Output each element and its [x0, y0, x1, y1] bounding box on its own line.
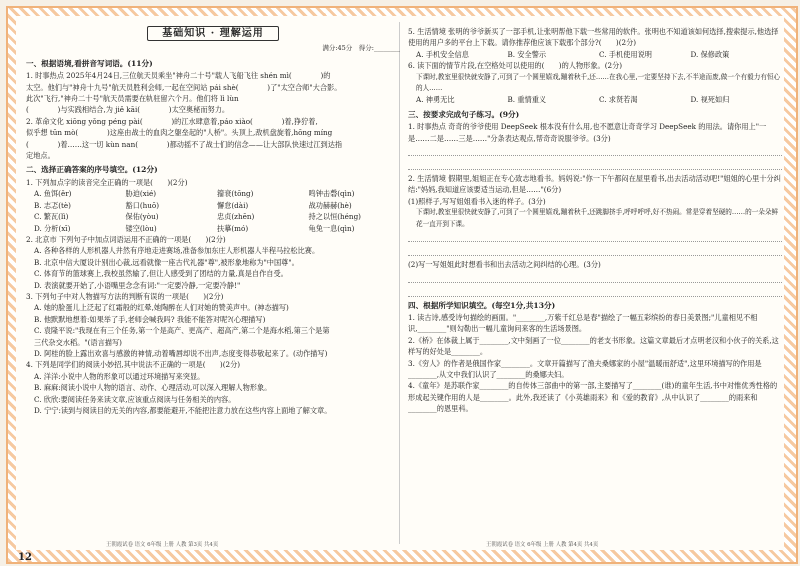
q2-line3: ( )着……这一切 kùn nan( )都动摇不了战士们的信念——让大部队快速过江到达指 — [26, 139, 343, 149]
fill-q4: 4.《童年》是苏联作家________的自传体三部曲中的第一部,主要描写了________(谁)的童年生活,书中对惟优秀性格的形成起关键作用的人是________。此外,我还读了《小英雄雨来》和《爱的教育》,从中认识了________的雨来和________的恩里科。 — [408, 381, 778, 414]
section-4-heading: 四、根据所学知识填空。(每空1分,共13分) — [408, 300, 556, 310]
mc2-opt-b[interactable]: B. 北京中信大厦设计别出心裁,远看就像一座古代礼器"尊",被形象地称为"中国尊"。 — [34, 257, 299, 267]
score-line: 满分:45分 得分:________ — [322, 44, 400, 53]
mc3-stem: 3. 下列句子中对人物描写方法的判断有误的一项是( )(2分) — [26, 291, 224, 301]
left-column — [26, 26, 400, 416]
section-3-heading: 三、按要求完成句子练习。(9分) — [408, 109, 520, 119]
mc6-options[interactable]: A. 神勇无比 B. 重情重义 C. 求贤若渴 D. 视死如归 — [416, 95, 730, 105]
mc2-opt-d[interactable]: D. 表演就要开始了,小语嘴里念念有词:"一定要冷静,一定要冷静!" — [34, 280, 241, 290]
mc4-opt-c[interactable]: C. 欣欣:要阅读任务来读文章,应该重点阅读与任务相关的内容。 — [34, 394, 236, 404]
mc3-opt-d[interactable]: D. 阿桂的脸上露出欢喜与感激的神情,动着嘴唇却说不出声,态度变得恭敬起来了。(动作描写) — [34, 348, 328, 358]
footer-left: 王朝霞试卷 语文 6年级 上册 人教 第3页 共4页 — [106, 542, 219, 548]
sentence-q1: 1. 时事热点 奇奇的爷爷使用 DeepSeek 根本没有什么用,也不愿意让奇奇学习 DeepSeek 的用法。请你用上"一是……二是……三是……"分条表达观点,帮奇奇说服爷爷。(3分) — [408, 122, 767, 143]
answer-line[interactable] — [408, 272, 782, 283]
answer-line[interactable] — [408, 145, 782, 156]
mc4-opt-d[interactable]: D. 宁宁:读到与阅读目的无关的内容,都要能避开,不能把注意力放在这些内容上面地了解文章。 — [34, 406, 332, 415]
mc2-stem: 2. 北京市 下列句子中加点词语运用不正确的一项是( )(2分) — [26, 234, 226, 244]
mc1-stem: 1. 下列加点字的读音完全正确的一项是( )(2分) — [26, 177, 188, 187]
q1-line4: ( )与实践相结合,为 jiě kāi( )太空奥秘而努力。 — [26, 105, 230, 115]
section-1-heading: 一、根据语境,看拼音写词语。(11分) — [26, 58, 153, 68]
mc3-opt-c[interactable]: C. 袁隆平说:"我现在有三个任务,第一个是高产、更高产、超高产,第二个是海水稻,第三个是第 — [34, 326, 330, 336]
footer-right: 王朝霞试卷 语文 6年级 上册 人教 第4页 共4页 — [486, 542, 599, 548]
fill-q3: 3.《穷人》的作者是俄国作家________。文章开篇描写了渔夫桑娜家的小屋"温暖而舒适",这里环境描写的作用是________,从文中我们认识了________的桑娜夫妇。 — [408, 358, 762, 379]
mc6-stem: 6. 读下面的情节片段,在空格处可以使用的( )的人物形象。(2分) — [408, 61, 623, 71]
q2-line4: 定地点。 — [26, 151, 55, 161]
mc1-opt-b[interactable]: B. 志忑(tè) 豁口(huō) 懈怠(dài) 战功赫赫(hè) — [34, 200, 352, 210]
mc1-opt-c[interactable]: C. 繁瓦(lì) 保佑(yòu) 忠贞(zhēn) 持之以恒(héng) — [34, 212, 361, 222]
fill-q2: 2.《桥》在体裁上属于________,文中刻画了一位________的老支书形象。这篇文章最后才点明老汉和小伙子的关系,这样写的好处是________。 — [408, 335, 779, 357]
answer-line[interactable] — [408, 159, 782, 170]
sentence-q2-part2: (2)写一写姐姐此时想看书和出去活动之间纠结的心理。(3分) — [408, 260, 601, 270]
section-2-heading: 二、选择正确答案的序号填空。(12分) — [26, 165, 158, 175]
mc3-opt-b[interactable]: B. 他默默地想着:如果举了手,老师会喊我吗? 我能不能答对呢?(心理描写) — [34, 314, 266, 324]
page-title: 基础知识 · 理解运用 — [26, 26, 400, 41]
q1-line1: 1. 时事热点 2025年4月24日,三位航天员乘坐"神舟二十号"载人飞船飞往 shén mì( )的 — [26, 71, 331, 81]
page-number: 12 — [18, 552, 32, 563]
sentence-q2-part1: (1)照样子,写写姐姐看书入迷的样子。(3分) — [408, 196, 546, 206]
q1-line2: 太空。他们与"神舟十九号"航天员胜利会师,一起在空间站 pái shè( )了"太空合师"大合影。 — [26, 82, 342, 92]
mc1-opt-d[interactable]: D. 分析(xī) 镂空(lòu) 扶摹(mó) 龟兔一息(qìn) — [34, 223, 355, 233]
mc4-opt-b[interactable]: B. 麻麻:阅读小说中人物的语言、动作、心理活动,可以深入理解人物形象。 — [34, 383, 272, 393]
mc4-stem: 4. 下列是同学们的阅读小妙招,其中说法不正确的一项是( )(2分) — [26, 360, 241, 370]
q2-line1: 2. 革命文化 xiōng yǒng péng pài( )的江水肆意着,páo xiào( )着,狰狞着, — [26, 116, 318, 126]
fill-q1: 1. 读古诗,感受诗句描绘的画面。"________,万紫千红总是春"描绘了一幅五彩缤纷的春日美景图;"儿童相见不相识,________"则勾勒出一幅儿童询问来客的生活场景图。 — [408, 312, 758, 334]
exam-sheet — [16, 16, 784, 550]
mc6-passage: 下课时,教室里很快就安静了,可到了一个圆里嬉戏,蹦着秋千,还……在我心里,一定要坚持下去,不半途而废,做一个有毅力有恒心的人…… — [416, 72, 781, 93]
sentence-q2-example: 下课时,教室里很快就安静了,可到了一个圆里嬉戏,蹦着秋千,还跳脚挤手,呼呼呼呼,好不热闹。常是穿着坚硬的……的一朵朵鲜花一直开到下课。 — [416, 208, 779, 228]
mc2-opt-c[interactable]: C. 体育节的篮球赛上,我校虽然输了,但让人感受到了团结的力量,真是自作自受。 — [34, 269, 288, 279]
mc3-opt-c-cont: 三代杂交水稻。"(语言描写) — [34, 337, 122, 347]
q2-line2: 似乎想 tūn mò( )这座由战士的血肉之躯垒起的"人桥"。头顶上,敌机盘旋着,hōng míng — [26, 128, 333, 138]
answer-line[interactable] — [408, 286, 782, 297]
answer-line[interactable] — [408, 245, 782, 256]
mc2-opt-a[interactable]: A. 各种各样的人形机器人井然有序地走进赛场,准备参加东庄人形机器人半程马拉松比赛。 — [34, 246, 320, 256]
sentence-q2: 2. 生活情境 假期里,姐姐正在专心致志地看书。妈妈说:"你一下午都闷在屋里看书,出去活动活动吧!"姐姐的心里十分纠结:"妈妈,我知道应该要适当运动,但是……"(6分) — [408, 174, 781, 195]
q1-line3: 此次"飞行,"神舟二十号"航天员需要在轨驻留六个月。他们将 lì lùn — [26, 94, 239, 104]
mc5-options[interactable]: A. 手机安全信息 B. 安全警示 C. 手机使用说明 D. 保修政策 — [416, 49, 730, 59]
mc1-opt-a[interactable]: A. 鱼饵(ěr) 胁迫(xié) 籀衰(tōng) 鸣钟击磬(qìn) — [34, 189, 355, 199]
mc5-stem: 5. 生活情境 张明的爷爷新买了一部手机,让张明帮他下载一些常用的软件。张明也不知道该如何选择,搜索提示,他选择使用的用户多的平台上下载。请你推荐他应该下载那个部分?( )(2分) — [408, 27, 779, 48]
mc3-opt-a[interactable]: A. 她的脸蛋儿上泛起了红霜般的红晕,她陶醉在人们对她的赞美声中。(神态描写) — [34, 303, 289, 313]
right-column — [408, 26, 782, 415]
answer-line[interactable] — [408, 231, 782, 242]
mc1-options — [26, 188, 400, 234]
mc4-opt-a[interactable]: A. 洋洋:小说中人物的形象可以通过环境描写来突显。 — [34, 371, 205, 381]
